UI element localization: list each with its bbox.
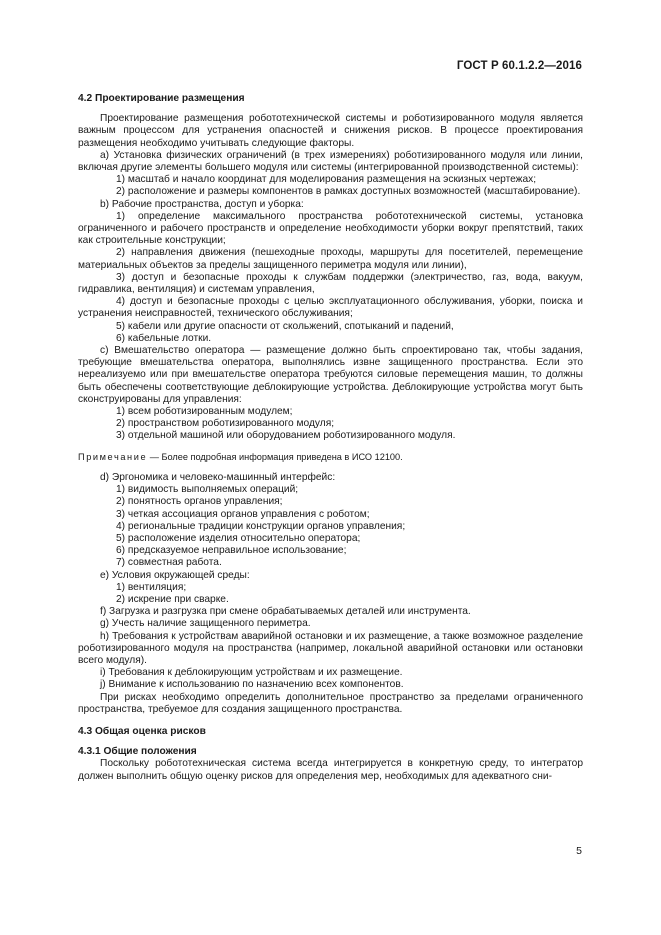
sub-list-item: 3) доступ и безопасные проходы к службам поддержки (электричество, газ, вода, вакуум, гидравлика, вентиляция) и системам управления, bbox=[78, 271, 583, 296]
sub-list-item: 5) расположение изделия относительно оператора; bbox=[116, 532, 361, 544]
sub-list-item: 3) отдельной машиной или оборудованием роботизированного модуля. bbox=[116, 430, 456, 442]
sub-list-item: 1) масштаб и начало координат для моделирования размещения на эскизных чертежах; bbox=[116, 174, 537, 186]
sub-list-item: 2) расположение и размеры компонентов в рамках доступных возможностей (масштабирование). bbox=[116, 186, 581, 198]
list-item: e) Условия окружающей среды: bbox=[100, 569, 250, 581]
list-item: i) Требования к деблокирующим устройствам и их размещение. bbox=[100, 667, 403, 679]
sub-list-item: 2) понятность органов управления; bbox=[116, 496, 283, 508]
sub-list-item: 1) определение максимального пространства робототехнической системы, установка ограниченного и рабочего пространств и определение необходимости уборки вокруг препятствий, таких как строительные конструкции; bbox=[78, 210, 583, 247]
note bbox=[78, 451, 583, 464]
paragraph: Проектирование размещения робототехнической системы и роботизированного модуля является важным процессом для устранения опасностей и снижения рисков. В процессе проектирования размещения необходимо учитывать следующие факторы. bbox=[78, 113, 583, 149]
subsection-heading: 4.3.1 Общие положения bbox=[78, 746, 197, 758]
list-item: b) Рабочие пространства, доступ и уборка: bbox=[100, 198, 304, 210]
sub-list-item: 4) региональные традиции конструкции органов управления; bbox=[116, 520, 406, 532]
note-label: Примечание bbox=[78, 451, 148, 462]
list-item: a) Установка физических ограничений (в трех измерениях) роботизированного модуля или линии, включая другие элементы большего модуля или системы (интегрированной производственной системы): bbox=[78, 149, 583, 174]
paragraph: Поскольку робототехническая система всегда интегрируется в конкретную среду, то интегратор должен выполнить общую оценку рисков для определения мер, необходимых для адекватного сни- bbox=[78, 758, 583, 782]
sub-list-item: 6) кабельные лотки. bbox=[116, 332, 212, 344]
document-standard-number: ГОСТ Р 60.1.2.2—2016 bbox=[456, 60, 582, 72]
list-item: h) Требования к устройствам аварийной остановки и их размещение, а также возможное разделение роботизированного модуля на пространства (например, локальной аварийной остановки или остановки всего модуля). bbox=[78, 630, 583, 666]
sub-list-item: 1) всем роботизированным модулем; bbox=[116, 406, 293, 418]
page-number: 5 bbox=[576, 845, 582, 857]
document-body bbox=[78, 93, 583, 783]
sub-list-item: 7) совместная работа. bbox=[116, 557, 222, 569]
list-item: j) Внимание к использованию по назначению всех компонентов. bbox=[100, 679, 404, 691]
section-heading: 4.3 Общая оценка рисков bbox=[78, 725, 206, 737]
note-text: — Более подробная информация приведена в ИСО 12100. bbox=[147, 451, 403, 462]
paragraph: При рисках необходимо определить дополнительное пространство за пределами ограниченного пространства, требуемое для создания защищенного пространства. bbox=[78, 691, 583, 715]
sub-list-item: 1) вентиляция; bbox=[116, 581, 187, 593]
sub-list-item: 2) искрение при сварке. bbox=[116, 593, 229, 605]
sub-list-item: 3) четкая ассоциация органов управления с роботом; bbox=[116, 508, 370, 520]
sub-list-item: 4) доступ и безопасные проходы с целью эксплуатационного обслуживания, уборки, поиска и устранения неисправностей, технического обслуживания; bbox=[78, 296, 583, 320]
list-item: g) Учесть наличие защищенного периметра. bbox=[100, 618, 311, 630]
list-item: c) Вмешательство оператора — размещение должно быть спроектировано так, чтобы задания, требующие вмешательства оператора, выполнялись извне защищенного пространства. Если это нереализуемо или при вмешательстве оператора требуются силовые перемещения машин, то должны быть обеспечены соответствующие деблокирующие устройства. Деблокирующие устройства могут быть сконструированы для управления: bbox=[78, 345, 583, 405]
sub-list-item: 5) кабели или другие опасности от скольжений, спотыканий и падений, bbox=[116, 320, 454, 332]
list-item: d) Эргономика и человеко-машинный интерфейс: bbox=[100, 471, 336, 483]
section-heading: 4.2 Проектирование размещения bbox=[78, 93, 245, 104]
sub-list-item: 1) видимость выполняемых операций; bbox=[116, 484, 299, 496]
sub-list-item: 2) пространством роботизированного модуля; bbox=[116, 418, 335, 430]
sub-list-item: 6) предсказуемое неправильное использование; bbox=[116, 545, 347, 557]
sub-list-item: 2) направления движения (пешеходные проходы, маршруты для посетителей, перемещение материальных объектов за пределы защищенного периметра модуля или линии), bbox=[78, 247, 583, 271]
list-item: f) Загрузка и разгрузка при смене обрабатываемых деталей или инструмента. bbox=[100, 606, 471, 618]
